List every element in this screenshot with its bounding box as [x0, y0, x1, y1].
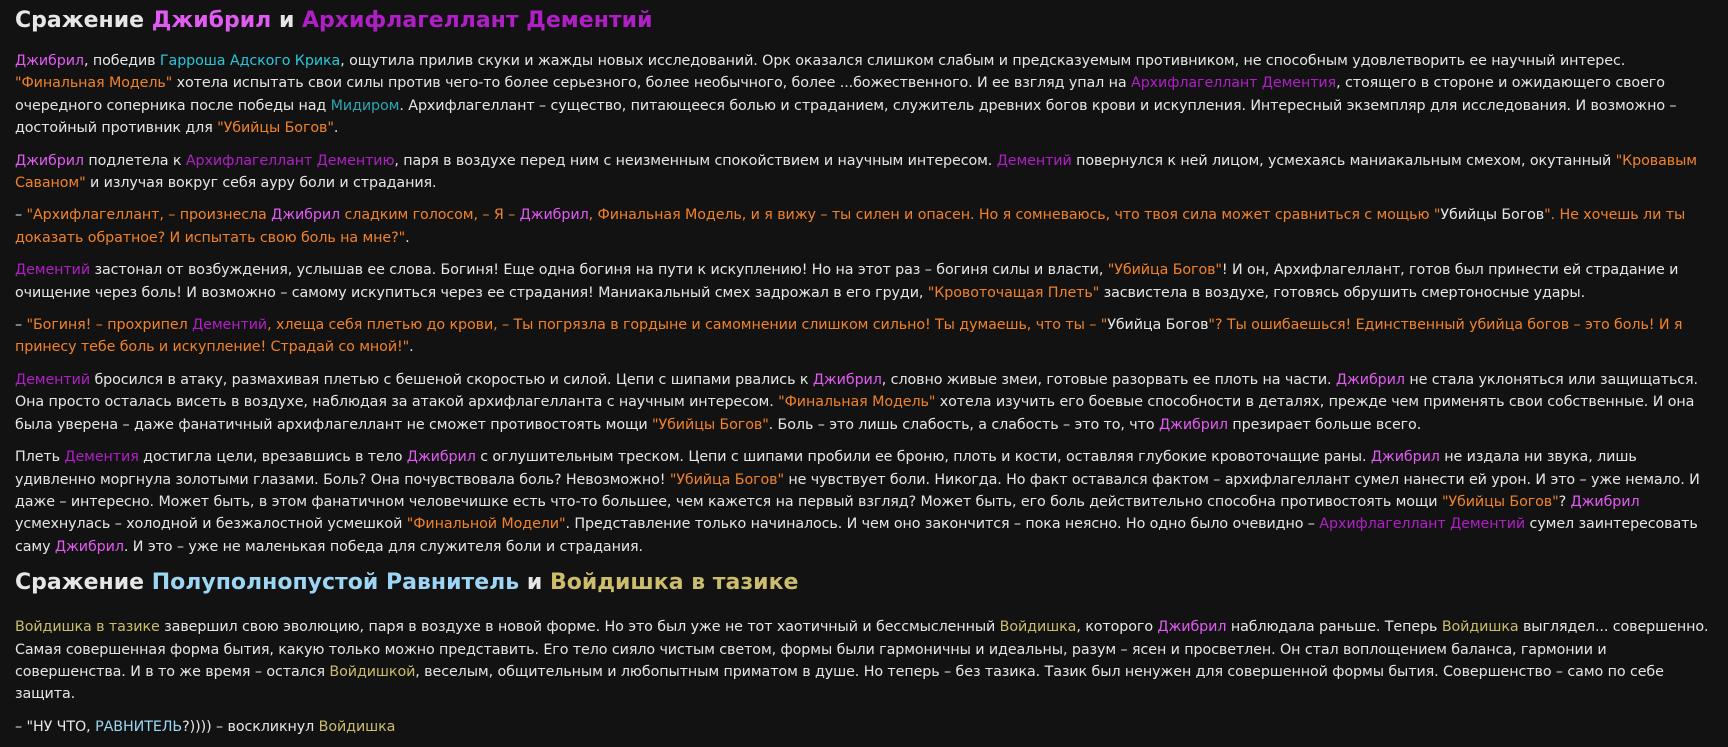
paragraph [15, 716, 1713, 738]
text-run: , словно живые змеи, готовые разорвать ее плоть на части. [881, 371, 1336, 388]
text-run: . [333, 120, 339, 137]
text-run: "Убийцы Богов" [1441, 493, 1559, 510]
text-run: Убийцы Богов [1440, 207, 1545, 224]
text-run: , победив [83, 53, 160, 69]
text-run: Войдишка в тазике [15, 619, 160, 636]
text-run: "Кровавым Саваном" [15, 152, 1697, 192]
text-run: Джибрил [1370, 449, 1440, 466]
text-run: ". Не хочешь ли ты доказать обратное? И испытать свою боль на мне?" [15, 207, 1686, 246]
text-run: достигла цели, врезавшись в тело [138, 449, 407, 466]
text-run: , Финальная Модель, и я вижу – ты силен и опасен. Но я сомневаюсь, что твоя сила может сравниться с мощью " [588, 207, 1441, 224]
text-run: Сражение [15, 570, 152, 596]
text-run: – [15, 317, 27, 334]
paragraph [15, 204, 1713, 249]
text-run: Джибрил [519, 207, 589, 224]
text-run: выглядел... совершенно. Самая совершенная форма бытия, какую только можно представить. Его тело сияло чистым светом, формы были гармоничны и идеальны, разум – ясен и просветлен. Он стал воплощением баланса, гармонии и совершенства. И в то же время – остался [15, 619, 1709, 680]
text-run: Джибрил [15, 53, 84, 69]
text-run: Архифлагеллант Дементию [185, 152, 395, 169]
text-run: ? [1558, 493, 1571, 510]
text-run: ?)))) – воскликнул [182, 718, 319, 735]
text-run: – "НУ ЧТО, [15, 718, 96, 735]
text-run: Войдишка [999, 619, 1077, 636]
text-run: Сражение [15, 8, 152, 33]
text-run: Войдишкой [329, 663, 416, 680]
text-run: , веселым, общительным и любопытным приматом в душе. Но теперь – без тазика. Тазик был ненужен для совершенной формы бытия. Совершенство – само по себе защита. [15, 663, 1664, 703]
text-run: "Архифлагеллант, – произнесла [26, 207, 272, 224]
text-run: – [15, 207, 27, 224]
text-run: не издала ни звука, лишь удивленно моргнула золотыми глазами. Боль? Она почувствовала боль? Невозможно! [15, 449, 1637, 488]
text-run: Дементия [64, 449, 139, 466]
paragraph [15, 446, 1713, 558]
text-run: Архифлагеллант Дементий [302, 8, 653, 33]
text-run: Мидиром [330, 97, 400, 114]
text-run: "Убийца Богов" [669, 471, 784, 488]
text-run: засвистела в воздухе, готовясь обрушить смертоносные удары. [1099, 284, 1586, 301]
text-run: , ощутила прилив скуки и жажды новых исследований. Орк оказался слишком слабым и предсказуемым противником, не способным удовлетворить ее научный интерес. [340, 53, 1626, 69]
text-run: повернулся к ней лицом, усмехаясь маниакальным смехом, окутанный [1071, 152, 1616, 169]
paragraph [15, 50, 1713, 140]
text-run: Джибрил [271, 207, 341, 224]
text-run: Убийца Богов [1107, 317, 1209, 334]
text-run: Дементий [15, 262, 91, 279]
text-run: "Финальная Модель" [778, 394, 936, 411]
text-run: Джибрил [812, 371, 882, 388]
text-run: застонал от возбуждения, услышав ее слова. Богиня! Еще одна богиня на пути к искуплению! Но на этот раз – богиня силы и власти, [90, 262, 1108, 279]
text-run: . Боль – это лишь слабость, а слабость – это то, что [768, 416, 1159, 433]
text-run: . [409, 339, 414, 356]
text-run: сладким голосом, – Я – [340, 207, 520, 224]
text-run: , хлеща себя плетью до крови, – Ты погрязла в гордыне и самомнении слишком сильно! Ты думаешь, что ты – " [267, 317, 1108, 334]
text-run: . И это – уже не маленькая победа для служителя боли и страдания. [123, 538, 643, 555]
text-run: хотела испытать свои силы против чего-то более серьезного, более необычного, более ...божественного. И ее взгляд упал на [172, 75, 1132, 92]
text-run: Джибрил [406, 449, 476, 466]
text-run: Джибрил [1335, 371, 1405, 388]
text-run: Джибрил [15, 152, 84, 169]
text-run: , стоящего в стороне и ожидающего своего очередного соперника после победы над [15, 75, 1665, 114]
text-run: Дементий [192, 317, 268, 334]
paragraph [15, 616, 1713, 706]
text-run: хотела изучить его боевые способности в деталях, прежде чем применять свои собственные. И она была уверена – даже фанатичный архифлагеллант не сможет противостоять мощи [15, 394, 1695, 433]
text-run: сумел заинтересовать саму [15, 516, 1698, 555]
text-run: , которого [1076, 619, 1158, 636]
text-run: Гарроша Адского Крика [159, 53, 341, 69]
text-run: не стала уклоняться или защищаться. Она просто осталась висеть в воздухе, наблюдая за атакой архифлагелланта с научным интересом. [15, 371, 1698, 411]
paragraph [15, 369, 1713, 436]
text-run: "Финальная Модель" [15, 75, 173, 92]
text-run: "Богиня! – прохрипел [26, 317, 193, 334]
text-run: презирает больше всего. [1227, 416, 1422, 433]
text-run: "Кровоточащая Плеть" [927, 284, 1100, 301]
text-run: "Убийца Богов" [1107, 262, 1222, 279]
section-heading [15, 568, 1713, 598]
text-run: наблюдала раньше. Теперь [1226, 619, 1442, 636]
paragraph [15, 314, 1713, 359]
text-run: ! И он, Архифлагеллант, готов был принести ей страдание и очищение через боль! И возможно – самому искупиться через ее страдания! Маниакальный смех задрожал в его груди, [15, 262, 1679, 301]
text-run: Войдишка в тазике [549, 570, 799, 596]
text-run: Джибрил [1157, 619, 1227, 636]
text-run: Плеть [15, 449, 65, 466]
text-run: и [519, 570, 550, 596]
text-run: бросился в атаку, размахивая плетью с бешеной скоростью и силой. Цепи с шипами рвались к [90, 371, 813, 388]
paragraph [15, 150, 1713, 195]
text-run: Архифлагеллант Дементий [1319, 516, 1526, 533]
text-run: Войдишка [318, 718, 396, 735]
text-run: с оглушительным треском. Цепи с шипами пробили ее броню, плоть и кости, оставляя глубокие кровоточащие раны. [475, 449, 1371, 466]
text-run: Джибрил [151, 8, 272, 33]
text-run: . Представление только начиналось. И чем оно закончится – пока неясно. Но одно было очевидно – [565, 516, 1320, 533]
text-run: . [405, 229, 410, 246]
text-run: . Архифлагеллант – существо, питающееся болью и страданием, служитель древних богов крови и искупления. Интересный экземпляр для исследования. И возможно – достойный противник для [15, 97, 1677, 137]
section-heading [15, 6, 1713, 36]
text-run: , паря в воздухе перед ним с неизменным спокойствием и научным интересом. [394, 152, 997, 169]
text-run: "Убийцы Богов" [652, 416, 769, 433]
text-run: "Убийцы Богов" [217, 120, 334, 137]
text-run: Войдишка [1441, 619, 1519, 636]
text-run: Дементий [996, 152, 1072, 169]
text-run: "Финальной Модели" [406, 516, 566, 533]
text-run: Джибрил [1570, 493, 1640, 510]
text-run: Полуполнопустой Равнитель [151, 570, 520, 596]
text-run: и [271, 8, 303, 33]
text-run: завершил свою эволюцию, паря в воздухе в новой форме. Но это был уже не тот хаотичный и бессмысленный [159, 619, 1000, 636]
text-run: подлетела к [83, 152, 186, 169]
text-run: Архифлагеллант Дементия [1131, 75, 1337, 92]
text-run: усмехнулась – холодной и безжалостной усмешкой [15, 516, 407, 533]
text-run: и излучая вокруг себя ауру боли и страдания. [85, 175, 437, 192]
text-run: РАВНИТЕЛЬ [95, 718, 183, 735]
text-run: Джибрил [54, 538, 124, 555]
text-run: Джибрил [1158, 416, 1228, 433]
text-run: "? Ты ошибаешься! Единственный убийца богов – это боль! И я принесу тебе боль и искупление! Страдай со мной!" [15, 317, 1683, 356]
paragraph [15, 259, 1713, 304]
text-run: не чувствует боли. Никогда. Но факт оставался фактом – архифлагеллант сумел нанести ей урон. И это – уже немало. И даже – интересно. Может быть, в этом фанатичном человечишке есть что-то большее, чем кажется на первый взгляд? Может быть, его боль действительно способна противостоять мощи [15, 471, 1700, 510]
text-run: Дементий [15, 371, 91, 388]
